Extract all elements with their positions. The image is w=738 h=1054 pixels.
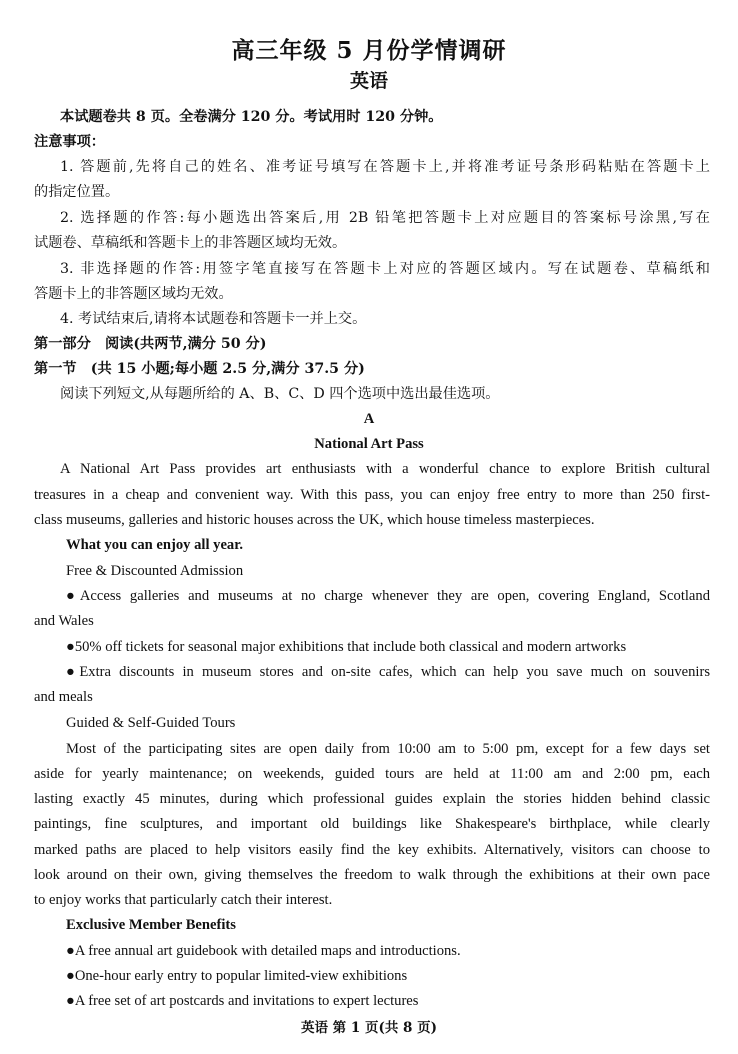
member-bullet-3: ●A free set of art postcards and invitations to expert lectures xyxy=(66,993,419,1009)
notice-2-line-1: 2. 选择题的作答:每小题选出答案后,用 2B 铅笔把答题卡上对应题目的答案标号涂黑,写在 xyxy=(60,210,710,226)
heading-free-admission: Free & Discounted Admission xyxy=(66,563,244,579)
tours-line-4: paintings, fine sculptures, and important old buildings like Shakespeare's birthplace, while clearly xyxy=(34,816,710,832)
notice-2-line-2: 试题卷、草稿纸和答题卡上的非答题区域均无效。 xyxy=(34,235,347,251)
tours-line-3: lasting exactly 45 minutes, during which professional guides explain the stories hidden behind classic xyxy=(34,791,710,807)
notice-1-line-2: 的指定位置。 xyxy=(34,184,120,200)
tours-line-2: aside for yearly maintenance; on weekends, guided tours are held at 11:00 am and 2:00 pm, each xyxy=(34,766,710,782)
notice-3-line-1: 3. 非选择题的作答:用签字笔直接写在答题卡上对应的答题区域内。写在试题卷、草稿纸和 xyxy=(60,261,710,277)
member-bullet-2: ●One-hour early entry to popular limited-view exhibitions xyxy=(66,968,408,984)
free-bullet-1-line-1: ●Access galleries and museums at no charge whenever they are open, covering England, Scotland xyxy=(66,588,710,604)
part-title: 第一部分 阅读(共两节,满分 50 分) xyxy=(34,336,267,352)
free-bullet-1-line-2: and Wales xyxy=(34,613,94,629)
tours-line-5: marked paths are placed to help visitors easily find the key exhibits. Alternatively, visitors can choose to xyxy=(34,842,710,858)
tours-line-6: look around on their own, giving themselves the freedom to walk through the exhibitions at their own pace xyxy=(34,867,710,883)
heading-member-benefits: Exclusive Member Benefits xyxy=(66,917,236,933)
tours-line-7: to enjoy works that particularly catch their interest. xyxy=(34,892,333,908)
notice-title: 注意事项： xyxy=(34,134,105,150)
passage-intro-line-3: class museums, galleries and historic houses across the UK, which house timeless masterpieces. xyxy=(34,512,595,528)
heading-tours: Guided & Self-Guided Tours xyxy=(66,715,236,731)
exam-summary: 本试题卷共 8 页。全卷满分 120 分。考试用时 120 分钟。 xyxy=(60,109,443,125)
section-title: 第一节 (共 15 小题;每小题 2.5 分,满分 37.5 分) xyxy=(34,361,365,377)
member-bullet-1: ●A free annual art guidebook with detailed maps and introductions. xyxy=(66,943,461,959)
free-bullet-3-line-1: ●Extra discounts in museum stores and on-site cafes, which can help you save much on souvenirs xyxy=(66,664,710,680)
notice-3-line-2: 答题卡上的非答题区域均无效。 xyxy=(34,286,233,302)
exam-title: 高三年级 5 月份学情调研 xyxy=(231,37,507,64)
passage-intro-line-2: treasures in a cheap and convenient way. With this pass, you can enjoy free entry to more than 250 first- xyxy=(34,487,710,503)
tours-line-1: Most of the participating sites are open daily from 10:00 am to 5:00 pm, except for a few days set xyxy=(66,741,710,757)
page-footer: 英语 第 1 页(共 8 页) xyxy=(300,1020,438,1036)
free-bullet-3-line-2: and meals xyxy=(34,689,93,705)
subject-title: 英语 xyxy=(349,70,388,92)
free-bullet-2: ●50% off tickets for seasonal major exhibitions that include both classical and modern artworks xyxy=(66,639,627,655)
passage-title: National Art Pass xyxy=(314,436,424,452)
reading-instruction: 阅读下列短文,从每题所给的 A、B、C、D 四个选项中选出最佳选项。 xyxy=(60,386,500,402)
passage-intro-line-1: A National Art Pass provides art enthusiasts with a wonderful chance to explore British cultural xyxy=(60,461,710,477)
notice-1-line-1: 1. 答题前,先将自己的姓名、准考证号填写在答题卡上,并将准考证号条形码粘贴在答题卡上 xyxy=(60,159,710,175)
heading-all-year: What you can enjoy all year. xyxy=(66,537,244,553)
passage-label: A xyxy=(363,411,375,427)
notice-4: 4. 考试结束后,请将本试题卷和答题卡一并上交。 xyxy=(60,311,367,327)
